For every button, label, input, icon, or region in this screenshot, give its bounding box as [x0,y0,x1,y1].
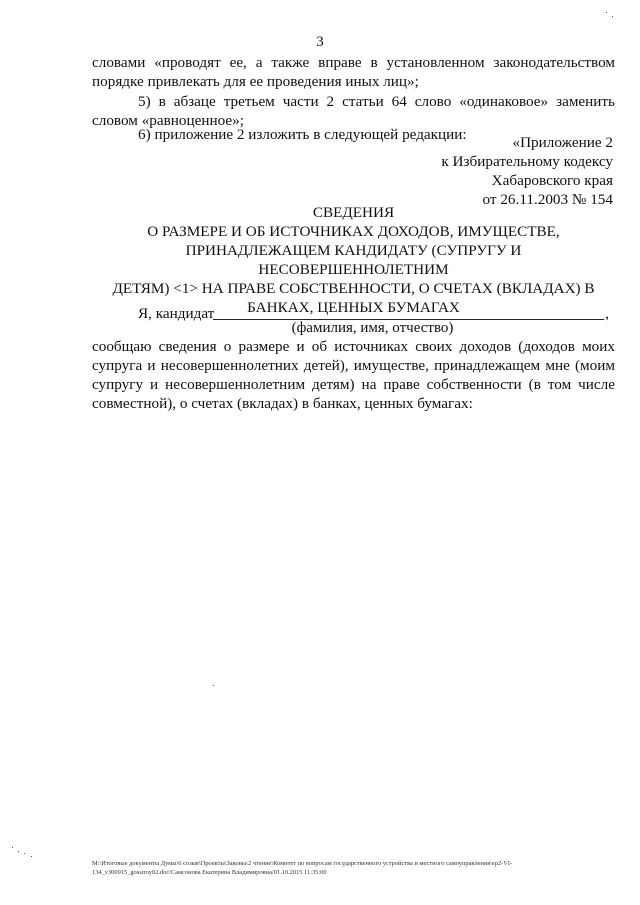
scan-speck [606,12,607,13]
file-path-footer [92,860,612,877]
candidate-label: Я, кандидат [138,305,215,322]
scan-speck [612,16,613,17]
paragraph-item-5: 5) в абзаце третьем части 2 статьи 64 слово «одинаковое» заменить словом «равноценное»; [92,93,615,129]
heading-line: ПРИНАДЛЕЖАЩЕМ КАНДИДАТУ (СУПРУГУ И НЕСОВЕРШЕННОЛЕТНИМ [185,242,522,278]
scan-speck [12,847,13,848]
heading-line: СВЕДЕНИЯ [312,204,395,221]
appendix-line: от 26.11.2003 № 154 [482,191,613,208]
document-heading [92,203,615,317]
paragraph-continuation: словами «проводят ее, а также вправе в установленном законодательством порядке привлекать для ее проведения иных лиц»; [92,54,615,90]
appendix-line: к Избирательному кодексу [441,153,613,170]
scan-speck [31,856,32,857]
statement-paragraph: сообщаю сведения о размере и об источниках своих доходов (доходов моих супруга и несовершеннолетних детей), имуществе, принадлежащем мне (моим супругу и несовершеннолетним детям) на праве собственности (в том числе совместной), о счетах (вкладах) в банках, ценных бумагах: [92,338,615,412]
appendix-line: Хабаровского края [491,172,613,189]
scan-speck [24,853,25,854]
candidate-sublabel: (фамилия, имя, отчество) [291,320,454,336]
heading-line: БАНКАХ, ЦЕННЫХ БУМАГАХ [247,299,460,316]
appendix-reference [441,133,613,209]
heading-line: О РАЗМЕРЕ И ОБ ИСТОЧНИКАХ ДОХОДОВ, ИМУЩЕСТВЕ, [147,223,560,240]
appendix-line: «Приложение 2 [512,134,613,151]
paragraph-item-6: 6) приложение 2 изложить в следующей редакции: [138,126,467,143]
heading-line: ДЕТЯМ) <1> НА ПРАВЕ СОБСТВЕННОСТИ, О СЧЕТАХ (ВКЛАДАХ) В [112,280,595,297]
scan-speck [213,685,214,686]
footer-line: 134_v300915_gosstroy02.doc/Самсонова Екатерина Владимировна/01.10.2015 11:35:00 [92,868,327,876]
candidate-comma: , [605,305,609,322]
page-number: 3 [316,34,324,50]
scan-speck [18,851,19,852]
footer-line: М:\Итоговые документы Думы\6 созыв\Проекты\Законы\2 чтение\Комитет по вопросам государственного устройства и местного самоуправления\ep2-VI- [92,860,513,867]
